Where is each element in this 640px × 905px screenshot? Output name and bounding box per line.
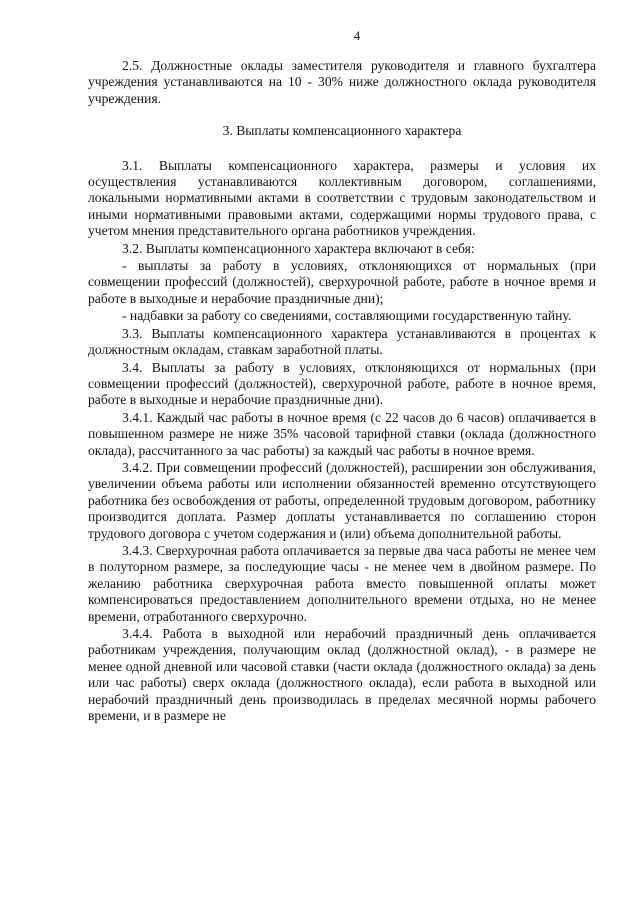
paragraph-3-4-3: 3.4.3. Сверхурочная работа оплачивается за первые два часа работы не менее чем в полуторном размере, за последующие часы - не менее чем в двойном размере. По желанию работника сверхурочная работа вместо повышенной оплаты может компенсироваться предоставлением дополнительного времени отдыха, но не менее времени, отработанного сверхурочно. xyxy=(88,542,596,624)
paragraph-2-5: 2.5. Должностные оклады заместителя руководителя и главного бухгалтера учреждения устанавливаются на 10 - 30% ниже должностного оклада руководителя учреждения. xyxy=(88,58,596,106)
page-number: 4 xyxy=(353,28,361,43)
paragraph-3-2-item-2: - надбавки за работу со сведениями, составляющими государственную тайну. xyxy=(122,308,572,324)
paragraph-3-2-item-1: - выплаты за работу в условиях, отклоняющихся от нормальных (при совмещении профессий (должностей), сверхурочной работе, работе в ночное время и работе в выходные и нерабочие праздничные дни); xyxy=(88,258,596,306)
paragraph-3-4-4: 3.4.4. Работа в выходной или нерабочий праздничный день оплачивается работникам учреждения, получающим оклад (должностной оклад), - в размере не менее одной дневной или часовой ставки (части оклада (должностного оклада) за день или час работы) сверх оклада (должностного оклада), если работа в выходной или нерабочий праздничный день производилась в пределах месячной нормы рабочего времени, и в размере не xyxy=(88,626,596,724)
paragraph-3-4-1: 3.4.1. Каждый час работы в ночное время (с 22 часов до 6 часов) оплачивается в повышенном размере не ниже 35% часовой тарифной ставки (оклада (должностного оклада), рассчитанного за час работы) за каждый час работы в ночное время. xyxy=(88,409,596,458)
section-heading: 3. Выплаты компенсационного характера xyxy=(222,123,462,139)
paragraph-3-4: 3.4. Выплаты за работу в условиях, отклоняющихся от нормальных (при совмещении профессий (должностей), сверхурочной работе, работе в ночное время, работе в выходные и нерабочие праздничные дни). xyxy=(88,359,596,408)
paragraph-3-4-2: 3.4.2. При совмещении профессий (должностей), расширении зон обслуживания, увеличении объема работы или исполнении обязанностей временно отсутствующего работника без освобождения от работы, определенной трудовым договором, работнику производится доплата. Размер доплаты устанавливается по соглашению сторон трудового договора с учетом содержания и (или) объема дополнительной работы. xyxy=(88,459,596,541)
paragraph-3-2: 3.2. Выплаты компенсационного характера включают в себя: xyxy=(122,240,475,256)
paragraph-3-1: 3.1. Выплаты компенсационного характера, размеры и условия их осуществления устанавливаются коллективным договором, соглашениями, локальными нормативными актами в соответствии с трудовым законодательством и иными нормативными правовыми актами, содержащими нормы трудового права, с учетом мнения представительного органа работников учреждения. xyxy=(88,157,596,239)
paragraph-3-3: 3.3. Выплаты компенсационного характера устанавливаются в процентах к должностным окладам, ставкам заработной платы. xyxy=(88,325,596,358)
